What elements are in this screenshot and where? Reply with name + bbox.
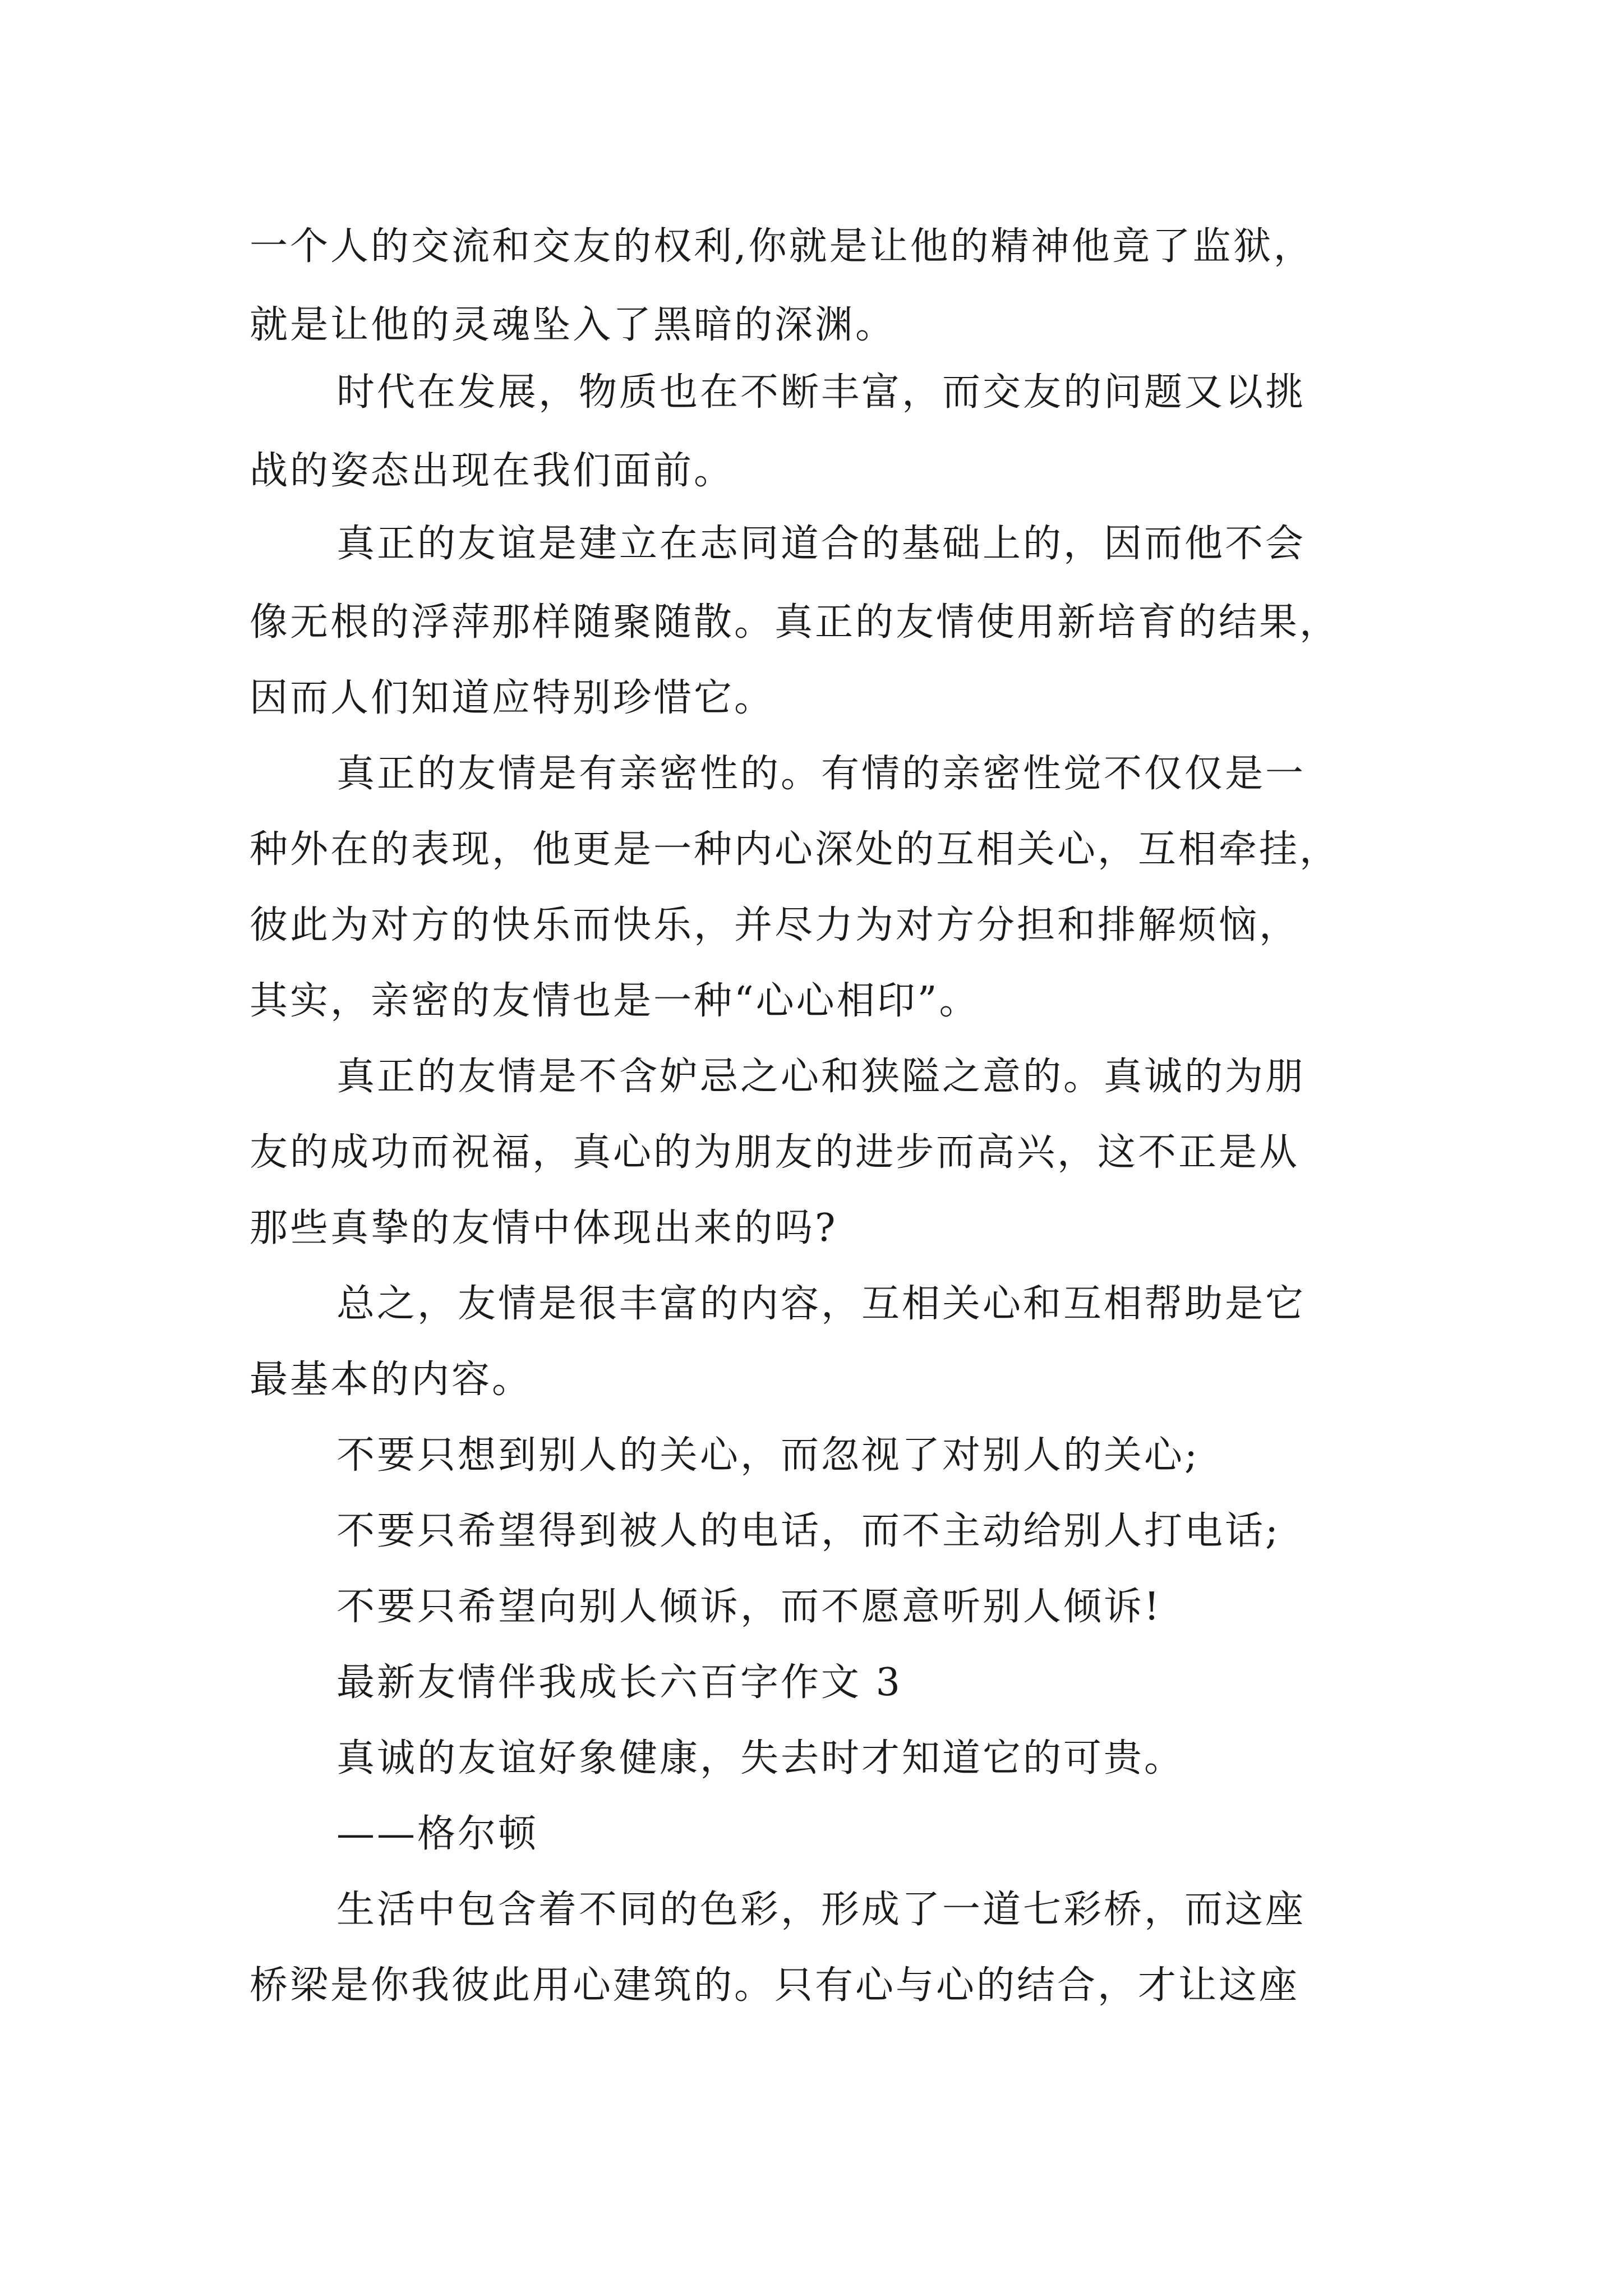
paragraph-line: 总之，友情是很丰富的内容，互相关心和互相帮助是它 [336,1282,1306,1326]
paragraph-line: 时代在发展，物质也在不断丰富，而交友的问题又以挑 [336,370,1306,415]
paragraph-line: 不要只想到别人的关心，而忽视了对别人的关心; [336,1433,1200,1478]
paragraph-line: 一个人的交流和交友的权利,你就是让他的精神他竟了监狱， [250,224,1314,269]
quote-line: 真诚的友谊好象健康，失去时才知道它的可贵。 [336,1736,1185,1780]
section-heading: 最新友情伴我成长六百字作文 3 [336,1660,902,1705]
paragraph-line: 最基本的内容。 [250,1358,533,1402]
paragraph-line: 那些真挚的友情中体现出来的吗? [250,1206,838,1250]
paragraph-line: 其实，亲密的友情也是一种“心心相印”。 [250,979,980,1023]
paragraph-line: 就是让他的灵魂坠入了黑暗的深渊。 [250,303,896,347]
paragraph-line: 不要只希望向别人倾诉，而不愿意听别人倾诉! [336,1585,1162,1629]
paragraph-line: 生活中包含着不同的色彩，形成了一道七彩桥，而这座 [336,1888,1306,1932]
paragraph-line: 真正的友谊是建立在志同道合的基础上的，因而他不会 [336,522,1306,566]
paragraph-line: 种外在的表现，他更是一种内心深处的互相关心，互相牵挂， [250,827,1340,872]
paragraph-line: 桥梁是你我彼此用心建筑的。只有心与心的结合，才让这座 [250,1963,1300,2008]
paragraph-line: 因而人们知道应特别珍惜它。 [250,676,775,720]
paragraph-line: 真正的友情是不含妒忌之心和狭隘之意的。真诚的为朋 [336,1055,1306,1099]
paragraph-line: 真正的友情是有亲密性的。有情的亲密性觉不仅仅是一 [336,752,1306,796]
quote-author: ——格尔顿 [336,1812,539,1856]
paragraph-line: 像无根的浮萍那样随聚随散。真正的友情使用新培育的结果， [250,600,1340,645]
paragraph-line: 战的姿态出现在我们面前。 [250,449,735,493]
paragraph-line: 彼此为对方的快乐而快乐，并尽力为对方分担和排解烦恼， [250,903,1300,947]
paragraph-line: 不要只希望得到被人的电话，而不主动给别人打电话; [336,1509,1280,1553]
paragraph-line: 友的成功而祝福，真心的为朋友的进步而高兴，这不正是从 [250,1130,1300,1175]
